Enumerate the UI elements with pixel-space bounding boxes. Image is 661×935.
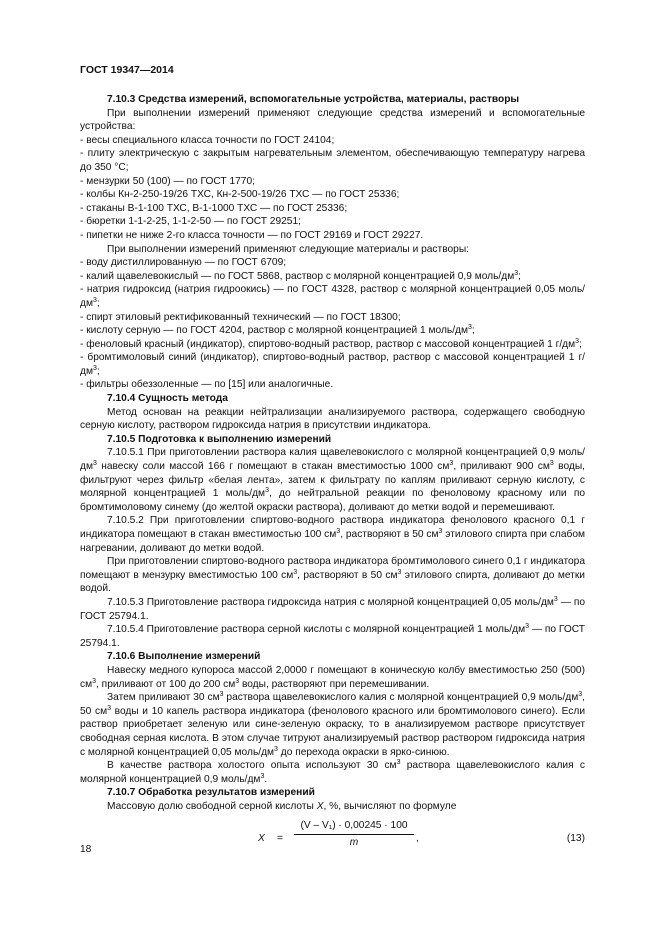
formula-number: (13) [566, 833, 585, 845]
paragraph: В качестве раствора холостого опыта используют 30 $см^3$ раствора щавелевокислого калия с молярной концентрацией 0,9 моль/$дм^3$. [80, 759, 585, 785]
list-item: - бромтимоловый синий (индикатор), спиртово-водный раствор, раствор с массовой концентрацией 1 $г/дм^3$; [80, 352, 585, 377]
section-title-7-10-7: 7.10.7 Обработка результатов измерений [107, 787, 315, 799]
paragraph: Массовую долю свободной серной кислоты X, %, вычисляют по формуле [107, 800, 457, 812]
paragraph: Затем приливают 30 $см^3$ раствора щавелевокислого калия с молярной концентрацией 0,9 моль/$дм^3$, 50 $см^3$ воды и 10 капель раствора индикатора (фенолового красного или бромтимолового синего). Если раствор приобретает зеленую или сине-зеленую окраску, то в анализируемом растворе присутствует свободная серная кислота. В этом случае титруют анализируемый раствор раствором гидроксида натрия с молярной концентрацией 0,05 моль/$дм^3$ до перехода окраски в ярко-синюю. [80, 691, 586, 758]
list-item: - феноловый красный (индикатор), спиртово-водный раствор, раствор с массовой концентрацией 1 $г/дм^3$; [80, 337, 582, 350]
section-title-7-10-5: 7.10.5 Подготовка к выполнению измерений [107, 433, 332, 445]
list-item: - мензурки 50 (100) — по ГОСТ 1770; [80, 175, 255, 187]
paragraph: 7.10.5.1 При приготовлении раствора калия щавелевокислого с молярной концентрацией 0,9 моль/$дм^3$ навеску соли массой 166 г помещают в стакан вместимостью 1000 $см^3$, приливают 900 $см^3$ воды, фильтруют через фильтр «белая лента», затем к фильтрату по каплям приливают серную кислоту, с молярной концентрацией 1 моль/$дм^3$, до нейтральной реакции по феноловому красному или по бромтимоловому синему (до желтой окраски раствора), доливают до метки водой и перемешивают. [80, 447, 585, 513]
paragraph: При выполнении измерений применяют следующие средства измерений и вспомогательные устройства: [80, 107, 585, 133]
list-item: - весы специального класса точности по ГОСТ 24104; [80, 134, 335, 146]
list-item: - пипетки не ниже 2-го класса точности — по ГОСТ 29169 и ГОСТ 29227. [80, 229, 424, 241]
formula-lhs: X [258, 833, 265, 845]
document-header: ГОСТ 19347—2014 [80, 64, 174, 76]
formula-13 [80, 819, 585, 861]
list-item: - стаканы В-1-100 ТХС, В-1-1000 ТХС — по ГОСТ 25336; [80, 202, 348, 214]
formula-fraction [294, 819, 414, 849]
list-item: - спирт этиловый ректификованный технический — по ГОСТ 18300; [80, 311, 401, 323]
list-item: - фильтры обеззоленные — по [15] или аналогичные. [80, 379, 334, 391]
list-item: - бюретки 1-1-2-25, 1-1-2-50 — по ГОСТ 29251; [80, 216, 301, 228]
formula-comma: , [416, 833, 419, 845]
list-item: - плиту электрическую с закрытым нагревательным элементом, обеспечивающую температуру нагрева до 350 °С; [80, 148, 585, 173]
formula-numerator: (V – V₁) · 0,00245 · 100 [294, 819, 414, 835]
formula-denominator: m [349, 837, 359, 849]
section-title-7-10-6: 7.10.6 Выполнение измерений [107, 651, 261, 663]
paragraph: 7.10.5.3 Приготовление раствора гидроксида натрия с молярной концентрацией 0,05 моль/$дм^3$ — по ГОСТ 25794.1. [80, 595, 586, 622]
formula-equals: = [277, 833, 283, 845]
list-item: - воду дистиллированную — по ГОСТ 6709; [80, 257, 287, 269]
paragraph: Навеску медного купороса массой 2,0000 г помещают в коническую колбу вместимостью 250 (500) $см^3$, приливают от 100 до 200 $см^3$ воды, растворяют при перемешивании. [80, 664, 585, 690]
page-number: 18 [80, 844, 92, 855]
paragraph: При выполнении измерений применяют следующие материалы и растворы: [107, 243, 469, 255]
paragraph: При приготовлении спиртово-водного раствора индикатора бромтимолового синего 0,1 г индикатора помещают в мензурку вместимостью 100 $см^3$, растворяют в 50 $см^3$ этилового спирта, доливают до метки водой. [80, 556, 585, 595]
list-item: - колбы Кн-2-250-19/26 ТХС, Кн-2-500-19/26 ТХС — по ГОСТ 25336; [80, 189, 400, 201]
list-item: - натрия гидроксид (натрия гидроокись) — по ГОСТ 4328, раствор с молярной концентрацией 0,05 моль/$дм^3$; [80, 284, 585, 309]
section-title-7-10-3: 7.10.3 Средства измерений, вспомогательные устройства, материалы, растворы [107, 94, 520, 105]
page-body [80, 93, 585, 861]
list-item: - кислоту серную — по ГОСТ 4204, раствор с молярной концентрацией 1 моль/$дм^3$; [80, 324, 475, 337]
paragraph: Метод основан на реакции нейтрализации анализируемого раствора, содержащего свободную серную кислоту, раствором гидроксида натрия в присутствии индикатора. [80, 406, 585, 432]
list-item: - калий щавелевокислый — по ГОСТ 5868, раствор с молярной концентрацией 0,9 моль/$дм^3$; [80, 269, 521, 282]
paragraph: 7.10.5.2 При приготовлении спиртово-водного раствора индикатора фенолового красного 0,1 г индикатора помещают в стакан вместимостью 100 $см^3$, растворяют в 50 $см^3$ этилового спирта при слабом нагревании, доливают до метки водой. [80, 515, 586, 554]
paragraph: 7.10.5.4 Приготовление раствора серной кислоты с молярной концентрацией 1 моль/$дм^3$ — по ГОСТ 25794.1. [80, 623, 585, 649]
section-title-7-10-4: 7.10.4 Сущность метода [107, 393, 228, 405]
